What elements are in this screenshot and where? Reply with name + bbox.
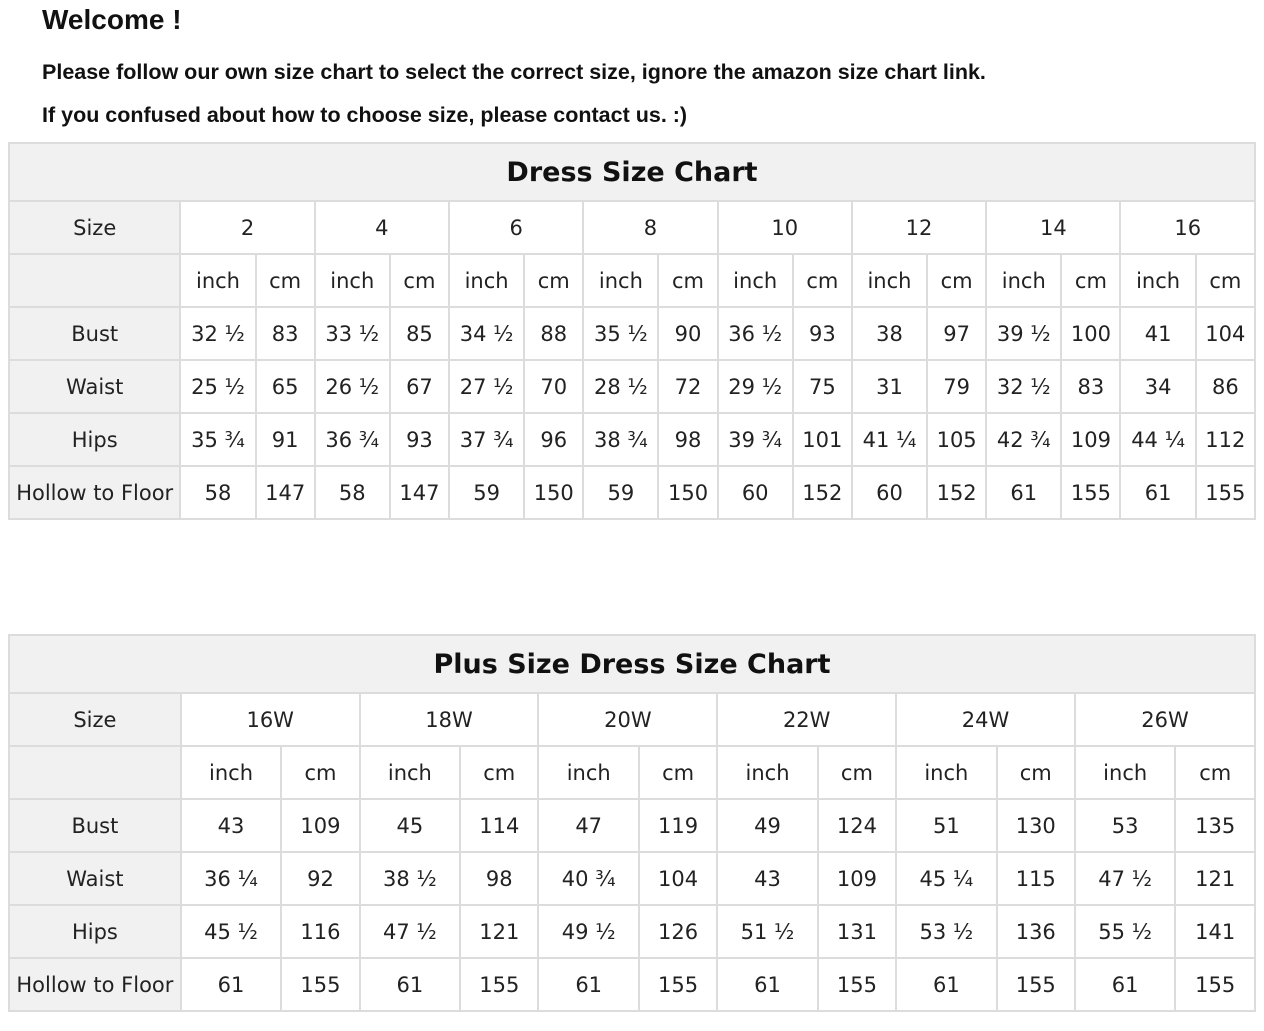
unit-cm-cell: cm <box>997 746 1075 799</box>
measurement-value-cell: 109 <box>281 799 359 852</box>
measurement-row-bust <box>9 307 1255 360</box>
size-header-cell: 22W <box>717 693 896 746</box>
unit-cm-cell: cm <box>818 746 896 799</box>
unit-cm-cell: cm <box>256 254 315 307</box>
measurement-value-cell: 131 <box>818 905 896 958</box>
size-instruction-text: Please follow our own size chart to select the correct size, ignore the amazon size chart link. <box>42 60 986 84</box>
unit-cm-cell: cm <box>390 254 449 307</box>
measurement-value-cell: 55 ½ <box>1075 905 1175 958</box>
size-header-cell: 4 <box>315 201 449 254</box>
measurement-value-cell: 43 <box>717 852 817 905</box>
measurement-value-cell: 116 <box>281 905 359 958</box>
unit-cm-cell: cm <box>639 746 717 799</box>
measurement-value-cell: 70 <box>524 360 583 413</box>
unit-row-label <box>9 254 180 307</box>
measurement-row-hollow-to-floor <box>9 958 1255 1011</box>
size-header-cell: 16W <box>181 693 360 746</box>
measurement-label: Hollow to Floor <box>9 466 180 519</box>
size-header-row <box>9 201 1255 254</box>
measurement-value-cell: 83 <box>1061 360 1120 413</box>
unit-cm-cell: cm <box>1175 746 1255 799</box>
size-label: Size <box>9 693 181 746</box>
measurement-value-cell: 34 <box>1120 360 1195 413</box>
unit-inch-cell: inch <box>181 746 281 799</box>
unit-inch-cell: inch <box>360 746 460 799</box>
measurement-value-cell: 152 <box>927 466 986 519</box>
measurement-label: Waist <box>9 360 180 413</box>
measurement-value-cell: 147 <box>390 466 449 519</box>
unit-cm-cell: cm <box>658 254 717 307</box>
measurement-label: Waist <box>9 852 181 905</box>
size-header-cell: 12 <box>852 201 986 254</box>
measurement-value-cell: 29 ½ <box>718 360 793 413</box>
size-header-cell: 20W <box>538 693 717 746</box>
size-label: Size <box>9 201 180 254</box>
measurement-value-cell: 61 <box>717 958 817 1011</box>
contact-instruction-text: If you confused about how to choose size, please contact us. :) <box>42 103 688 127</box>
measurement-value-cell: 51 ½ <box>717 905 817 958</box>
measurement-value-cell: 124 <box>818 799 896 852</box>
measurement-value-cell: 41 ¼ <box>852 413 927 466</box>
measurement-value-cell: 45 ¼ <box>896 852 996 905</box>
measurement-value-cell: 53 <box>1075 799 1175 852</box>
size-header-cell: 8 <box>583 201 717 254</box>
measurement-value-cell: 37 ¾ <box>449 413 524 466</box>
measurement-value-cell: 61 <box>986 466 1061 519</box>
measurement-value-cell: 32 ½ <box>986 360 1061 413</box>
size-header-cell: 6 <box>449 201 583 254</box>
measurement-value-cell: 100 <box>1061 307 1120 360</box>
size-header-cell: 24W <box>896 693 1075 746</box>
unit-cm-cell: cm <box>460 746 538 799</box>
measurement-value-cell: 36 ¼ <box>181 852 281 905</box>
unit-inch-cell: inch <box>1120 254 1195 307</box>
measurement-value-cell: 40 ¾ <box>538 852 638 905</box>
measurement-value-cell: 93 <box>793 307 852 360</box>
size-header-cell: 18W <box>360 693 539 746</box>
measurement-value-cell: 152 <box>793 466 852 519</box>
measurement-value-cell: 61 <box>1075 958 1175 1011</box>
measurement-value-cell: 38 ¾ <box>583 413 658 466</box>
measurement-value-cell: 27 ½ <box>449 360 524 413</box>
unit-cm-cell: cm <box>793 254 852 307</box>
measurement-value-cell: 130 <box>997 799 1075 852</box>
measurement-row-hollow-to-floor <box>9 466 1255 519</box>
measurement-value-cell: 31 <box>852 360 927 413</box>
measurement-value-cell: 61 <box>181 958 281 1011</box>
measurement-value-cell: 35 ¾ <box>180 413 255 466</box>
measurement-value-cell: 114 <box>460 799 538 852</box>
measurement-value-cell: 86 <box>1196 360 1255 413</box>
measurement-value-cell: 90 <box>658 307 717 360</box>
measurement-value-cell: 67 <box>390 360 449 413</box>
unit-header-row <box>9 746 1255 799</box>
measurement-value-cell: 85 <box>390 307 449 360</box>
measurement-value-cell: 65 <box>256 360 315 413</box>
measurement-value-cell: 25 ½ <box>180 360 255 413</box>
unit-header-row <box>9 254 1255 307</box>
measurement-value-cell: 38 <box>852 307 927 360</box>
measurement-value-cell: 60 <box>852 466 927 519</box>
measurement-value-cell: 61 <box>1120 466 1195 519</box>
measurement-value-cell: 61 <box>538 958 638 1011</box>
measurement-value-cell: 75 <box>793 360 852 413</box>
measurement-value-cell: 88 <box>524 307 583 360</box>
measurement-value-cell: 150 <box>658 466 717 519</box>
measurement-value-cell: 97 <box>927 307 986 360</box>
measurement-value-cell: 51 <box>896 799 996 852</box>
measurement-value-cell: 98 <box>460 852 538 905</box>
unit-cm-cell: cm <box>281 746 359 799</box>
size-header-cell: 10 <box>718 201 852 254</box>
chart-title-row <box>9 635 1255 693</box>
measurement-value-cell: 121 <box>460 905 538 958</box>
measurement-value-cell: 35 ½ <box>583 307 658 360</box>
measurement-value-cell: 32 ½ <box>180 307 255 360</box>
unit-inch-cell: inch <box>986 254 1061 307</box>
measurement-value-cell: 36 ¾ <box>315 413 390 466</box>
measurement-label: Hollow to Floor <box>9 958 181 1011</box>
unit-cm-cell: cm <box>524 254 583 307</box>
measurement-label: Hips <box>9 413 180 466</box>
unit-inch-cell: inch <box>896 746 996 799</box>
measurement-value-cell: 83 <box>256 307 315 360</box>
measurement-value-cell: 104 <box>1196 307 1255 360</box>
measurement-value-cell: 104 <box>639 852 717 905</box>
measurement-value-cell: 60 <box>718 466 793 519</box>
unit-cm-cell: cm <box>927 254 986 307</box>
measurement-value-cell: 155 <box>460 958 538 1011</box>
measurement-value-cell: 155 <box>281 958 359 1011</box>
measurement-value-cell: 47 ½ <box>1075 852 1175 905</box>
measurement-value-cell: 155 <box>1196 466 1255 519</box>
measurement-label: Bust <box>9 799 181 852</box>
measurement-value-cell: 98 <box>658 413 717 466</box>
measurement-value-cell: 59 <box>449 466 524 519</box>
measurement-value-cell: 47 <box>538 799 638 852</box>
measurement-value-cell: 39 ½ <box>986 307 1061 360</box>
unit-cm-cell: cm <box>1061 254 1120 307</box>
welcome-heading: Welcome ! <box>42 4 182 35</box>
measurement-value-cell: 28 ½ <box>583 360 658 413</box>
measurement-value-cell: 141 <box>1175 905 1255 958</box>
measurement-value-cell: 105 <box>927 413 986 466</box>
measurement-value-cell: 59 <box>583 466 658 519</box>
measurement-value-cell: 101 <box>793 413 852 466</box>
measurement-value-cell: 49 <box>717 799 817 852</box>
measurement-value-cell: 136 <box>997 905 1075 958</box>
measurement-value-cell: 42 ¾ <box>986 413 1061 466</box>
measurement-value-cell: 26 ½ <box>315 360 390 413</box>
measurement-row-hips <box>9 413 1255 466</box>
measurement-label: Bust <box>9 307 180 360</box>
measurement-value-cell: 33 ½ <box>315 307 390 360</box>
measurement-value-cell: 155 <box>1175 958 1255 1011</box>
size-header-cell: 16 <box>1120 201 1255 254</box>
chart-title-row <box>9 143 1255 201</box>
measurement-row-hips <box>9 905 1255 958</box>
measurement-value-cell: 92 <box>281 852 359 905</box>
measurement-row-waist <box>9 852 1255 905</box>
dress-size-chart <box>8 142 1256 520</box>
measurement-value-cell: 45 <box>360 799 460 852</box>
unit-inch-cell: inch <box>538 746 638 799</box>
measurement-value-cell: 109 <box>1061 413 1120 466</box>
measurement-value-cell: 61 <box>896 958 996 1011</box>
measurement-value-cell: 49 ½ <box>538 905 638 958</box>
unit-inch-cell: inch <box>718 254 793 307</box>
measurement-value-cell: 45 ½ <box>181 905 281 958</box>
unit-inch-cell: inch <box>717 746 817 799</box>
size-header-cell: 26W <box>1075 693 1255 746</box>
measurement-value-cell: 58 <box>180 466 255 519</box>
measurement-value-cell: 72 <box>658 360 717 413</box>
measurement-value-cell: 150 <box>524 466 583 519</box>
measurement-value-cell: 112 <box>1196 413 1255 466</box>
measurement-value-cell: 119 <box>639 799 717 852</box>
measurement-value-cell: 43 <box>181 799 281 852</box>
measurement-value-cell: 121 <box>1175 852 1255 905</box>
measurement-value-cell: 41 <box>1120 307 1195 360</box>
size-header-row <box>9 693 1255 746</box>
unit-inch-cell: inch <box>315 254 390 307</box>
measurement-label: Hips <box>9 905 181 958</box>
measurement-value-cell: 155 <box>997 958 1075 1011</box>
measurement-value-cell: 147 <box>256 466 315 519</box>
measurement-value-cell: 155 <box>818 958 896 1011</box>
measurement-value-cell: 155 <box>1061 466 1120 519</box>
measurement-value-cell: 96 <box>524 413 583 466</box>
measurement-value-cell: 58 <box>315 466 390 519</box>
measurement-value-cell: 38 ½ <box>360 852 460 905</box>
unit-inch-cell: inch <box>449 254 524 307</box>
unit-cm-cell: cm <box>1196 254 1255 307</box>
measurement-value-cell: 61 <box>360 958 460 1011</box>
size-header-cell: 14 <box>986 201 1120 254</box>
measurement-value-cell: 53 ½ <box>896 905 996 958</box>
unit-inch-cell: inch <box>852 254 927 307</box>
measurement-row-bust <box>9 799 1255 852</box>
measurement-value-cell: 115 <box>997 852 1075 905</box>
chart-title: Plus Size Dress Size Chart <box>9 635 1255 693</box>
size-header-cell: 2 <box>180 201 314 254</box>
measurement-value-cell: 36 ½ <box>718 307 793 360</box>
unit-row-label <box>9 746 181 799</box>
measurement-value-cell: 155 <box>639 958 717 1011</box>
chart-title: Dress Size Chart <box>9 143 1255 201</box>
measurement-value-cell: 91 <box>256 413 315 466</box>
measurement-value-cell: 47 ½ <box>360 905 460 958</box>
unit-inch-cell: inch <box>180 254 255 307</box>
plus-size-dress-size-chart <box>8 634 1256 1012</box>
unit-inch-cell: inch <box>583 254 658 307</box>
measurement-value-cell: 135 <box>1175 799 1255 852</box>
measurement-value-cell: 93 <box>390 413 449 466</box>
measurement-value-cell: 79 <box>927 360 986 413</box>
unit-inch-cell: inch <box>1075 746 1175 799</box>
measurement-row-waist <box>9 360 1255 413</box>
measurement-value-cell: 34 ½ <box>449 307 524 360</box>
measurement-value-cell: 126 <box>639 905 717 958</box>
measurement-value-cell: 44 ¼ <box>1120 413 1195 466</box>
measurement-value-cell: 109 <box>818 852 896 905</box>
measurement-value-cell: 39 ¾ <box>718 413 793 466</box>
